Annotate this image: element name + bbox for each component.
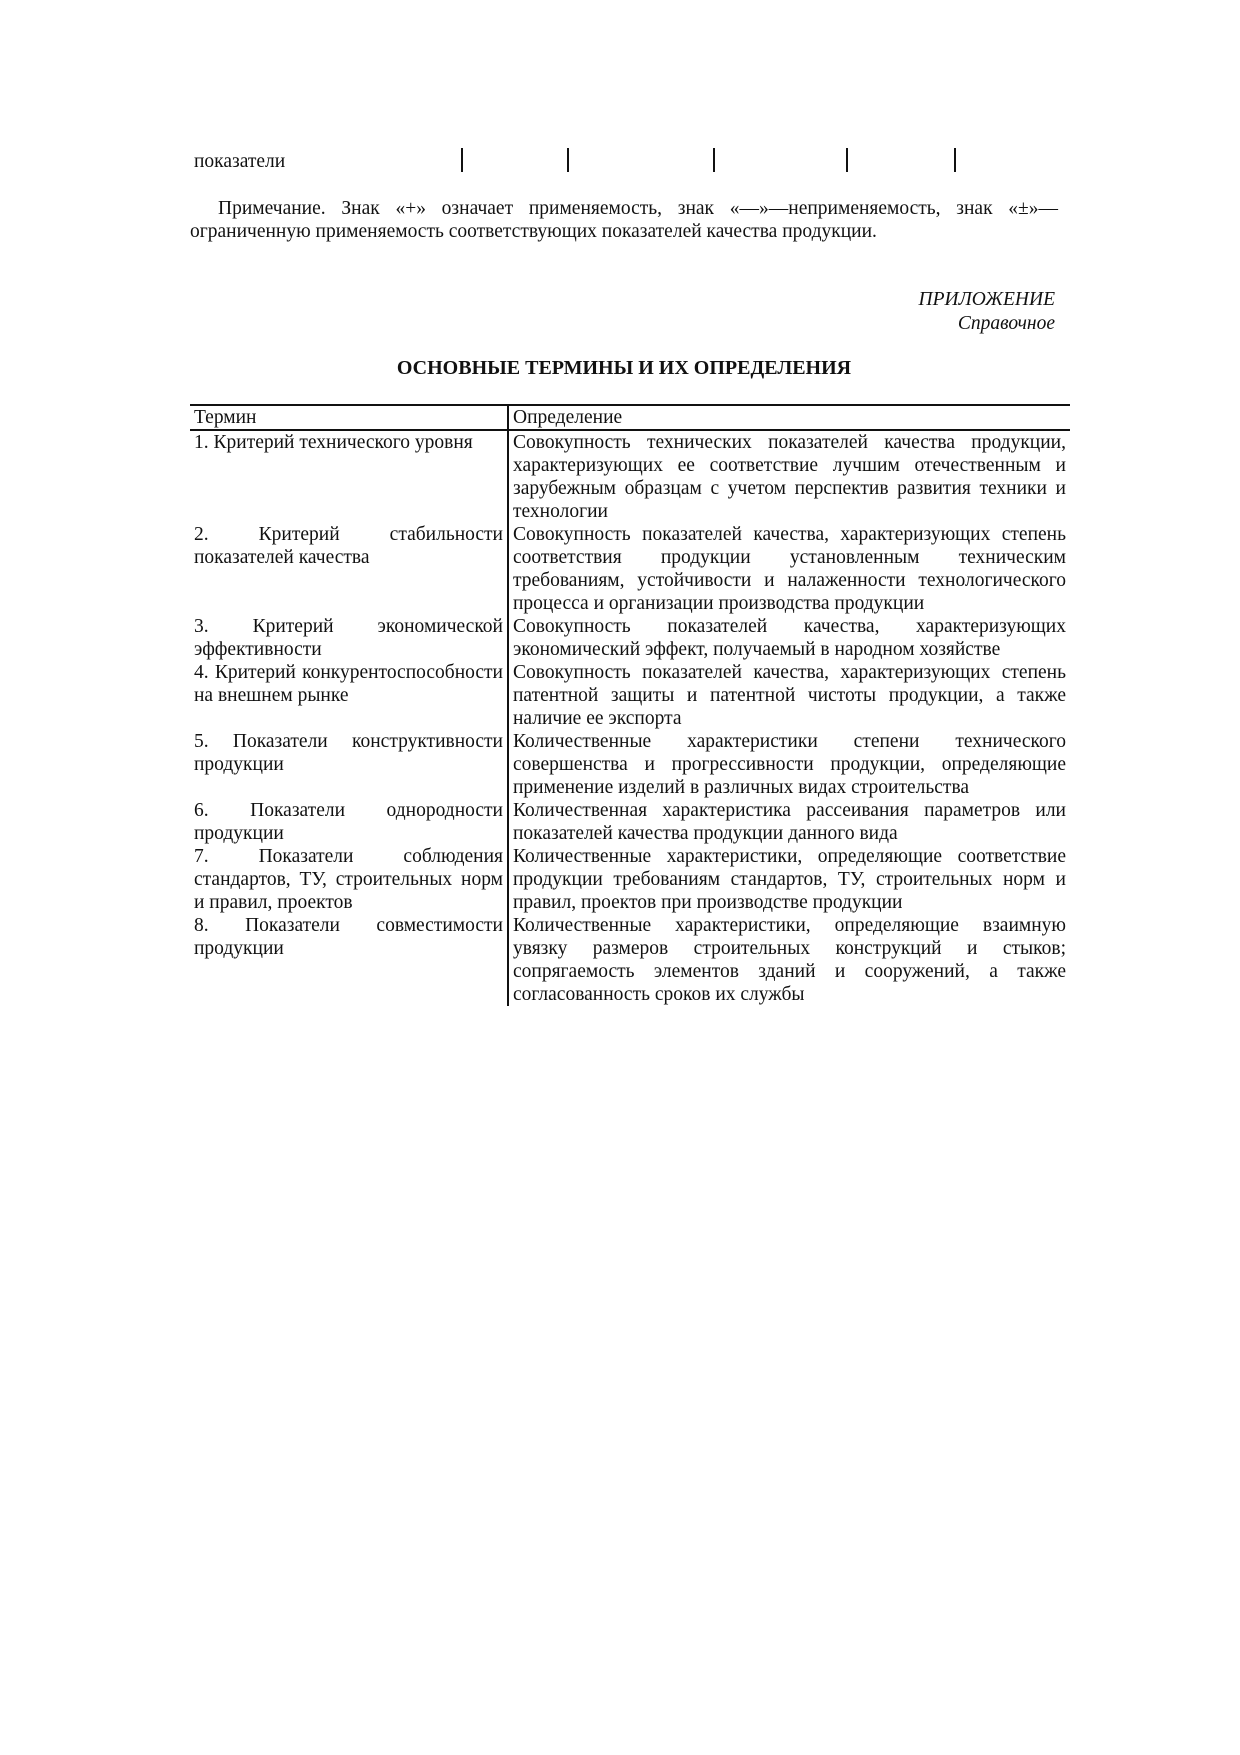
- definition-cell: Количественная характеристика рассеивания параметров или показателей качества продукции данного вида: [513, 800, 1066, 844]
- appendix-type: Справочное: [957, 313, 1055, 334]
- column-separator: [954, 148, 956, 172]
- appendix-header: [919, 288, 1055, 336]
- column-separator: [567, 148, 569, 172]
- definition-cell: Количественные характеристики степени технического совершенства и прогрессивности продукции, определяющие применение изделий в различных видах строительства: [513, 731, 1066, 798]
- column-separator: [713, 148, 715, 172]
- column-separator: [461, 148, 463, 172]
- section-title: ОСНОВНЫЕ ТЕРМИНЫ И ИХ ОПРЕДЕЛЕНИЯ: [396, 357, 852, 379]
- column-separator: [846, 148, 848, 172]
- term-cell: 4. Критерий конкурентоспособности на внешнем рынке: [190, 661, 508, 730]
- term-cell: 1. Критерий технического уровня: [190, 430, 508, 523]
- table-row: [190, 615, 1070, 661]
- definition-cell: Совокупность показателей качества, характеризующих степень патентной защиты и патентной чистоты продукции, а также наличие ее экспорта: [513, 662, 1066, 729]
- definition-cell: Количественные характеристики, определяющие соответствие продукции требованиям стандартов, ТУ, строительных норм и правил, проектов при производстве продукции: [513, 846, 1066, 913]
- definition-cell: Совокупность технических показателей качества продукции, характеризующих ее соответствие лучшим отечественным и зарубежным образцам с учетом перспектив развития техники и технологии: [513, 432, 1066, 522]
- previous-table-row-label: показатели: [194, 151, 286, 172]
- table-row: [190, 730, 1070, 799]
- term-cell: 2. Критерий стабильности показателей качества: [190, 523, 508, 615]
- table-row: [190, 799, 1070, 845]
- term-cell: 8. Показатели совместимости продукции: [190, 914, 508, 1006]
- term-cell: 6. Показатели однородности продукции: [190, 799, 508, 845]
- table-row: [190, 661, 1070, 730]
- table-row: [190, 914, 1070, 1006]
- header-term: Термин: [190, 405, 508, 430]
- table-row: [190, 845, 1070, 914]
- term-cell: 7. Показатели соблюдения стандартов, ТУ, строительных норм и правил, проектов: [190, 845, 508, 914]
- terms-table-header-row: [190, 405, 1070, 430]
- header-definition: Определение: [508, 405, 1070, 430]
- definition-cell: Совокупность показателей качества, характеризующих степень соответствия продукции установленным техническим требованиям, устойчивости и налаженности технологического процесса и организации производства продукции: [513, 524, 1066, 614]
- definition-cell: Совокупность показателей качества, характеризующих экономический эффект, получаемый в народном хозяйстве: [513, 616, 1066, 660]
- previous-table-continuation-row: [190, 148, 1070, 174]
- term-cell: 3. Критерий экономической эффективности: [190, 615, 508, 661]
- table-row: [190, 523, 1070, 615]
- table-row: [190, 430, 1070, 523]
- appendix-label: ПРИЛОЖЕНИЕ: [918, 289, 1055, 310]
- term-cell: 5. Показатели конструктивности продукции: [190, 730, 508, 799]
- terms-table: [190, 404, 1070, 1006]
- definition-cell: Количественные характеристики, определяющие взаимную увязку размеров строительных конструкций и стыков; сопрягаемость элементов зданий и сооружений, а также согласованность сроков их службы: [513, 915, 1066, 1005]
- table-note: Примечание. Знак «+» означает применяемость, знак «—»—неприменяемость, знак «±»—ограниченную применяемость соответствующих показателей качества продукции.: [190, 198, 1058, 242]
